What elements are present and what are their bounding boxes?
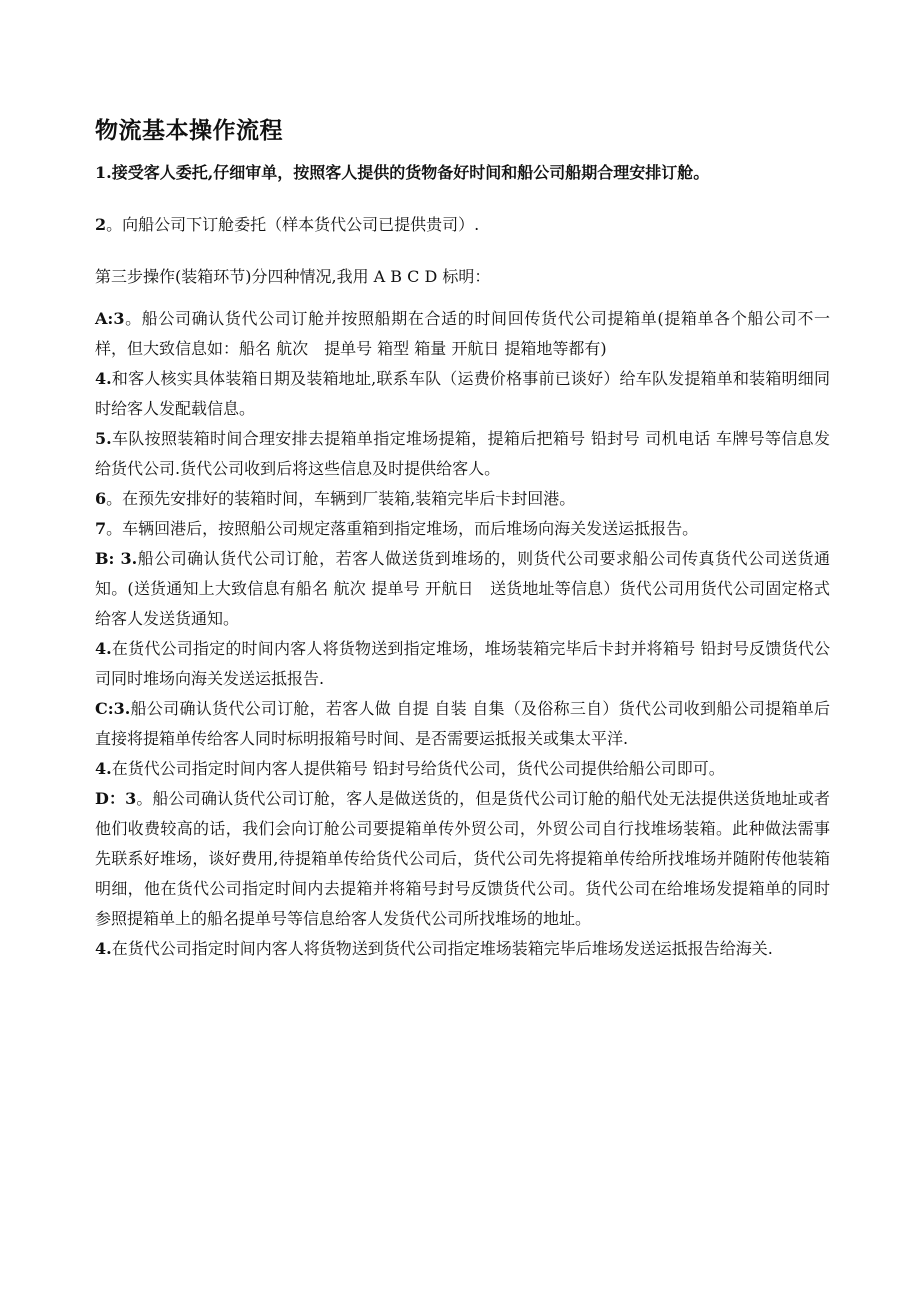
paragraph-case-c-3: [95, 694, 830, 754]
paragraph-lead: A:3: [95, 309, 125, 328]
paragraph-lead: B: 3.: [95, 549, 138, 568]
paragraph-text: 接受客人委托,仔细审单，按照客人提供的货物备好时间和船公司船期合理安排订舱。: [111, 163, 710, 182]
paragraph-case-a-3: [95, 304, 830, 364]
paragraph-case-c-4: [95, 754, 830, 784]
paragraph-case-b-3: [95, 544, 830, 634]
paragraph-text: 。向船公司下订舱委托（样本货代公司已提供贵司）.: [106, 215, 480, 234]
paragraph-lead: 7: [95, 519, 107, 538]
paragraph-case-a-4: [95, 364, 830, 424]
paragraph-step-2: [95, 210, 830, 240]
paragraph-text: 。船公司确认货代公司订舱并按照船期在合适的时间回传货代公司提箱单(提箱单各个船公司不一样，但大致信息如：船名 航次 提单号 箱型 箱量 开航日 提箱地等都有): [95, 309, 830, 358]
paragraph-lead: 4.: [95, 759, 112, 778]
paragraph-text: 在货代公司指定时间内客人将货物送到货代公司指定堆场装箱完毕后堆场发送运抵报告给海关.: [111, 939, 773, 958]
paragraph-text: 。在预先安排好的装箱时间，车辆到厂装箱,装箱完毕后卡封回港。: [106, 489, 576, 508]
paragraph-case-a-6: [95, 484, 830, 514]
paragraph-lead: D：3: [95, 789, 137, 808]
paragraph-text: 车队按照装箱时间合理安排去提箱单指定堆场提箱，提箱后把箱号 铅封号 司机电话 车牌号等信息发给货代公司.货代公司收到后将这些信息及时提供给客人。: [95, 429, 830, 478]
paragraph-text: 第三步操作(装箱环节)分四种情况,我用 A B C D 标明：: [95, 267, 491, 286]
paragraph-text: 。船公司确认货代公司订舱，客人是做送货的，但是货代公司订舱的船代处无法提供送货地址或者他们收费较高的话，我们会向订舱公司要提箱单传外贸公司，外贸公司自行找堆场装箱。此种做法需事先联系好堆场，谈好费用,待提箱单传给货代公司后，货代公司先将提箱单传给所找堆场并随附传他装箱明细，他在货代公司指定时间内去提箱并将箱号封号反馈货代公司。货代公司在给堆场发提箱单的同时参照提箱单上的船名提单号等信息给客人发货代公司所找堆场的地址。: [95, 789, 830, 928]
document-title: 物流基本操作流程: [95, 117, 283, 144]
paragraph-case-a-7: [95, 514, 830, 544]
paragraph-text: 和客人核实具体装箱日期及装箱地址,联系车队（运费价格事前已谈好）给车队发提箱单和装箱明细同时给客人发配载信息。: [95, 369, 830, 418]
paragraph-text: 船公司确认货代公司订舱，若客人做送货到堆场的，则货代公司要求船公司传真货代公司送货通知。(送货通知上大致信息有船名 航次 提单号 开航日 送货地址等信息）货代公司用货代公司固定格式给客人发送货通知。: [95, 549, 830, 628]
paragraph-case-d-4: [95, 934, 830, 964]
paragraph-text: 在货代公司指定时间内客人提供箱号 铅封号给货代公司，货代公司提供给船公司即可。: [111, 759, 725, 778]
paragraph-lead: 5.: [95, 429, 112, 448]
paragraph-step-3-intro: [95, 262, 830, 292]
paragraph-lead: C:3.: [95, 699, 131, 718]
paragraph-lead: 6: [95, 489, 107, 508]
paragraph-case-b-4: [95, 634, 830, 694]
document-body: [95, 112, 830, 964]
paragraph-text: 在货代公司指定的时间内客人将货物送到指定堆场，堆场装箱完毕后卡封并将箱号 铅封号反馈货代公司同时堆场向海关发送运抵报告.: [95, 639, 830, 688]
paragraph-lead: 4.: [95, 369, 112, 388]
paragraph-step-1: [95, 158, 830, 188]
paragraph-lead: 4.: [95, 639, 112, 658]
paragraph-lead: 1.: [95, 163, 112, 182]
paragraph-lead: 2: [95, 215, 107, 234]
paragraph-case-a-5: [95, 424, 830, 484]
paragraph-case-d-3: [95, 784, 830, 934]
paragraph-text: 船公司确认货代公司订舱，若客人做 自提 自装 自集（及俗称三自）货代公司收到船公司提箱单后直接将提箱单传给客人同时标明报箱号时间、是否需要运抵报关或集太平洋.: [95, 699, 830, 748]
paragraph-text: 。车辆回港后，按照船公司规定落重箱到指定堆场，而后堆场向海关发送运抵报告。: [106, 519, 699, 538]
paragraph-lead: 4.: [95, 939, 112, 958]
